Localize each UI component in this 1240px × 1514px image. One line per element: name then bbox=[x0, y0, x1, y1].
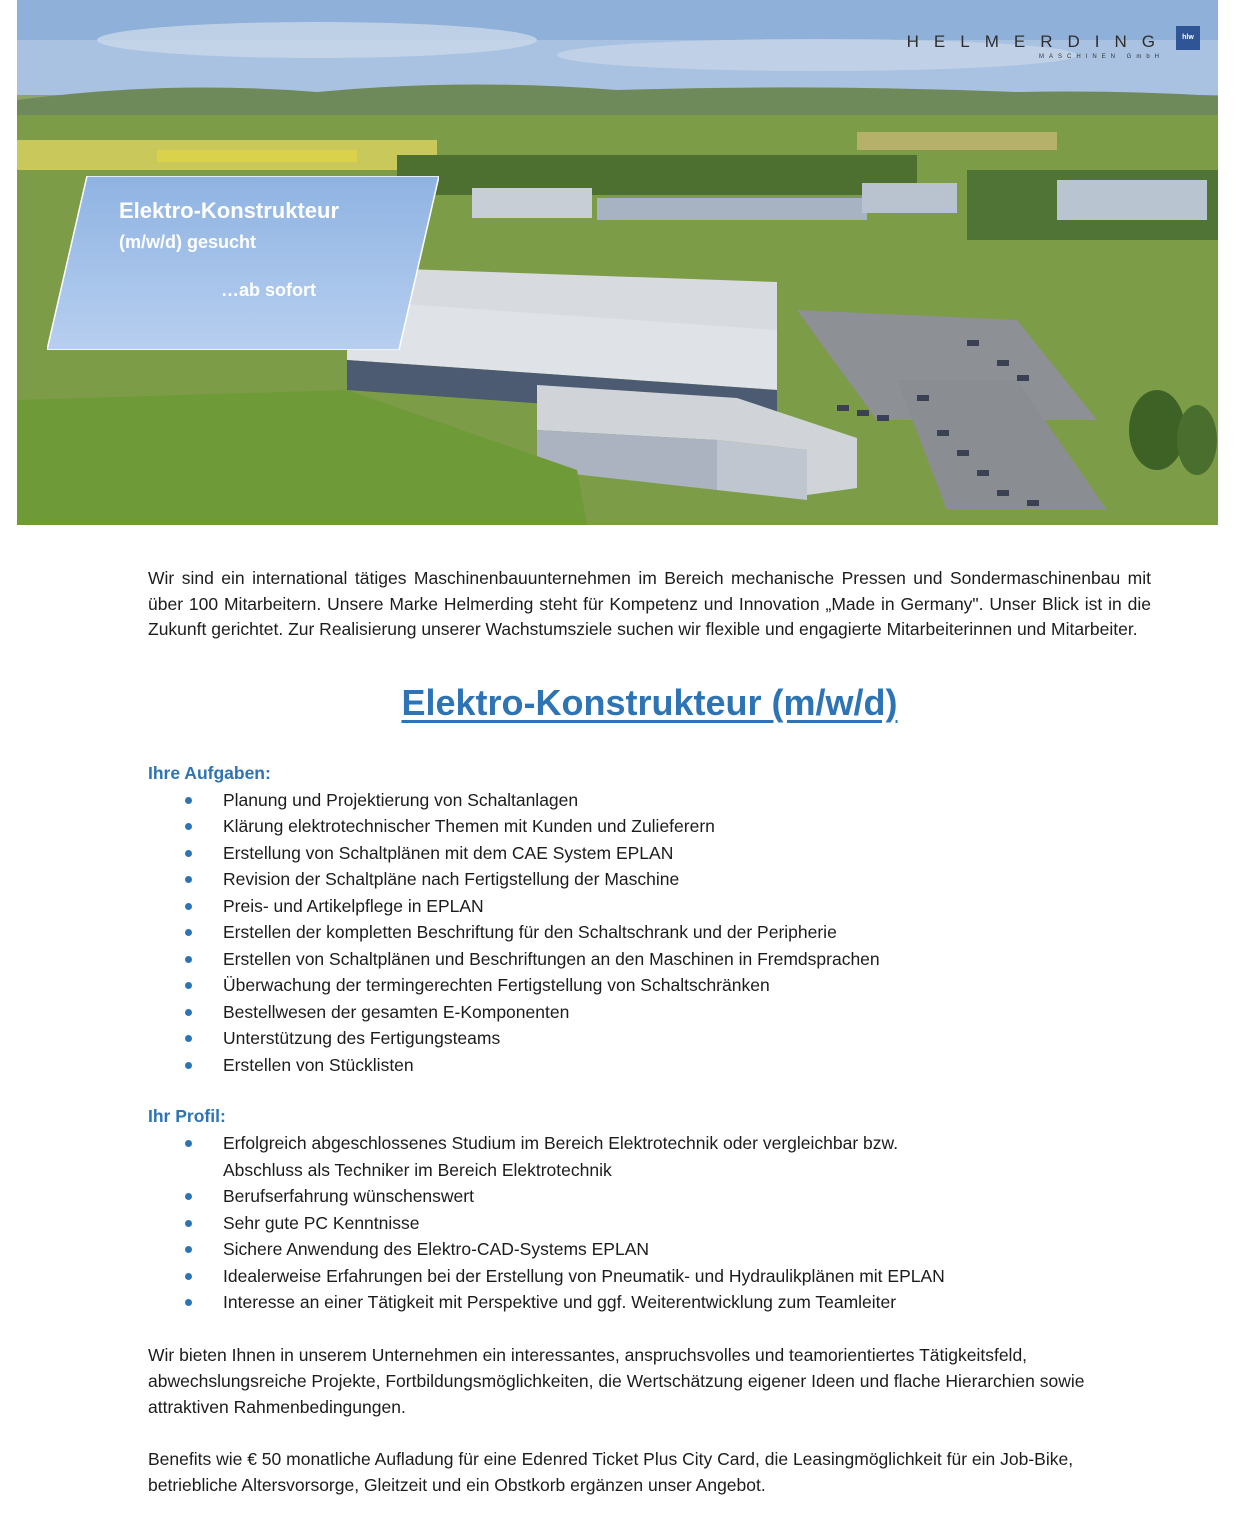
list-item: Sehr gute PC Kenntnisse bbox=[148, 1210, 1151, 1237]
bullet-icon bbox=[185, 1193, 192, 1200]
bullet-icon bbox=[185, 876, 192, 883]
bullet-icon bbox=[185, 929, 192, 936]
callout-start-date: …ab sofort bbox=[221, 280, 317, 300]
bullet-icon bbox=[185, 982, 192, 989]
bullet-icon bbox=[185, 823, 192, 830]
callout-title: Elektro-Konstrukteur bbox=[119, 198, 340, 223]
bullet-icon bbox=[185, 956, 192, 963]
benefits-paragraph: Benefits wie € 50 monatliche Aufladung für eine Edenred Ticket Plus City Card, die Leasingmöglichkeit für ein Job-Bike, betriebliche Altersvorsorge, Gleitzeit und ein Obstkorb ergänzen unser Angebot. bbox=[148, 1448, 1074, 1495]
list-item: Revision der Schaltpläne nach Fertigstellung der Maschine bbox=[148, 866, 1151, 893]
bullet-icon bbox=[185, 797, 192, 804]
list-item: Erstellung von Schaltplänen mit dem CAE System EPLAN bbox=[148, 840, 1151, 867]
job-callout-box bbox=[47, 176, 439, 350]
bullet-icon bbox=[185, 1246, 192, 1253]
bullet-icon bbox=[185, 1062, 192, 1069]
bullet-icon bbox=[185, 1220, 192, 1227]
list-item: Preis- und Artikelpflege in EPLAN bbox=[148, 893, 1151, 920]
list-item: Idealerweise Erfahrungen bei der Erstellung von Pneumatik- und Hydraulikplänen mit EPLAN bbox=[148, 1263, 1151, 1290]
company-logo bbox=[907, 30, 1200, 60]
logo-mark-icon: hlw bbox=[1176, 26, 1200, 50]
list-item: Erstellen von Schaltplänen und Beschriftungen an den Maschinen in Fremdsprachen bbox=[148, 946, 1151, 973]
list-item: Sichere Anwendung des Elektro-CAD-Systems EPLAN bbox=[148, 1236, 1151, 1263]
bullet-icon bbox=[185, 1009, 192, 1016]
list-item: Überwachung der termingerechten Fertigstellung von Schaltschränken bbox=[148, 972, 1151, 999]
list-item: Berufserfahrung wünschenswert bbox=[148, 1183, 1151, 1210]
bullet-icon bbox=[185, 1273, 192, 1280]
list-item: Planung und Projektierung von Schaltanlagen bbox=[148, 787, 1151, 814]
job-title: Elektro-Konstrukteur (m/w/d) bbox=[401, 681, 898, 723]
list-item: Interesse an einer Tätigkeit mit Perspektive und ggf. Weiterentwicklung zum Teamleiter bbox=[148, 1289, 1151, 1316]
bullet-icon bbox=[185, 850, 192, 857]
bullet-icon bbox=[185, 1140, 192, 1147]
bullet-icon bbox=[185, 1035, 192, 1042]
bullet-icon bbox=[185, 1299, 192, 1306]
list-item: Erfolgreich abgeschlossenes Studium im Bereich Elektrotechnik oder vergleichbar bzw. Abschluss als Techniker im Bereich Elektrotechnik bbox=[148, 1130, 1151, 1183]
bullet-icon bbox=[185, 903, 192, 910]
job-posting-body bbox=[148, 566, 1151, 1498]
profile-heading: Ihr Profil: bbox=[148, 1106, 226, 1126]
tasks-heading: Ihre Aufgaben: bbox=[148, 762, 271, 783]
list-item: Klärung elektrotechnischer Themen mit Kunden und Zulieferern bbox=[148, 813, 1151, 840]
list-item: Unterstützung des Fertigungsteams bbox=[148, 1025, 1151, 1052]
logo-subline: MASCHINEN GmbH bbox=[1038, 54, 1164, 60]
list-item: Erstellen von Stücklisten bbox=[148, 1052, 1151, 1079]
hero-photo bbox=[17, 0, 1218, 525]
offer-paragraph: Wir bieten Ihnen in unserem Unternehmen ein interessantes, anspruchsvolles und teamorientiertes Tätigkeitsfeld, abwechslungsreiche Projekte, Fortbildungsmöglichkeiten, die Wertschätzung eigener Ideen und flache Hierarchien sowie attraktiven Rahmenbedingungen. bbox=[148, 1344, 1085, 1417]
tasks-list bbox=[148, 787, 1151, 1079]
company-intro: Wir sind ein international tätiges Maschinenbauunternehmen im Bereich mechanische Pressen und Sondermaschinenbau mit über 100 Mitarbeitern. Unsere Marke Helmerding steht für Kompetenz und Innovation „Made in Germany". Unser Blick ist in die Zukunft gerichtet. Zur Realisierung unserer Wachstumsziele suchen wir flexible und engagierte Mitarbeiterinnen und Mitarbeiter. bbox=[148, 568, 1151, 639]
callout-subtitle: (m/w/d) gesucht bbox=[119, 232, 257, 252]
logo-wordmark: HELMERDING bbox=[906, 32, 1170, 51]
profile-list bbox=[148, 1130, 1151, 1316]
list-item: Bestellwesen der gesamten E-Komponenten bbox=[148, 999, 1151, 1026]
list-item: Erstellen der kompletten Beschriftung für den Schaltschrank und der Peripherie bbox=[148, 919, 1151, 946]
